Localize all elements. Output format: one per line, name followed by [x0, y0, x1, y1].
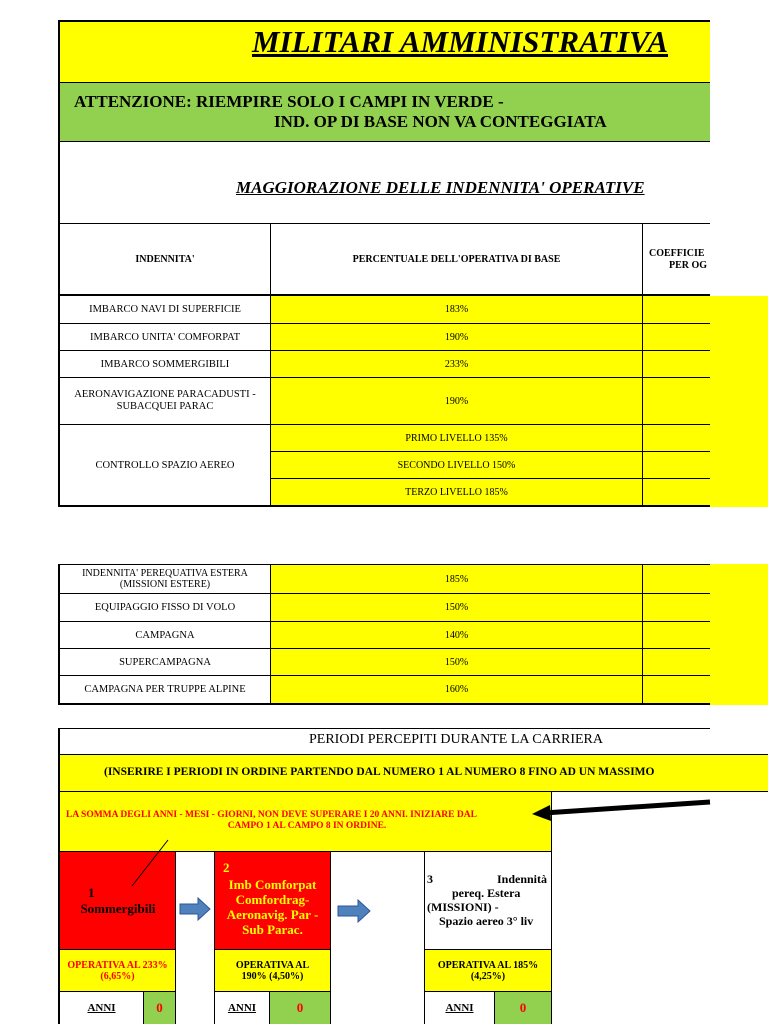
row-label: CAMPAGNA	[58, 622, 271, 649]
row-label-line2: SUBACQUEI PARAC	[116, 401, 214, 412]
instruction-banner	[58, 754, 768, 792]
anni-label-2	[214, 992, 270, 1024]
section-subtitle: MAGGIORAZIONE DELLE INDENNITA' OPERATIVE	[236, 178, 645, 197]
anni-input-3[interactable]	[495, 992, 552, 1024]
anni-label-2-text: ANNI	[227, 1002, 257, 1014]
anni-label-1-text: ANNI	[87, 1002, 116, 1014]
header-coefficiente-line2: PER OG	[669, 260, 708, 271]
arrow-right-icon	[336, 898, 372, 924]
operativa-box-1	[58, 950, 176, 992]
instruction-text: (INSERIRE I PERIODI IN ORDINE PARTENDO DAL NUMERO 1 AL NUMERO 8 FINO AD UN MASSIMO	[104, 766, 655, 778]
period-box-2-name-line3: Aeronavig. Par -	[226, 907, 319, 922]
controllo-level-1: PRIMO LIVELLO 135%	[271, 425, 643, 452]
period-box-2	[214, 852, 331, 950]
page-title: MILITARI AMMINISTRATIVA	[251, 24, 669, 59]
anni-label-3	[424, 992, 495, 1024]
header-indennita-text: INDENNITA'	[135, 253, 195, 265]
warning-line1: LA SOMMA DEGLI ANNI - MESI - GIORNI, NON DEVE SUPERARE I 20 ANNI. INIZIARE DAL	[66, 810, 477, 820]
warning-line2: CAMPO 1 AL CAMPO 8 IN ORDINE.	[227, 821, 387, 831]
anni-input-1[interactable]	[144, 992, 176, 1024]
row-label: IMBARCO SOMMERGIBILI	[58, 351, 271, 378]
operativa-box-3-line1: OPERATIVA AL 185%	[437, 959, 539, 971]
coefficiente-column[interactable]	[643, 296, 768, 507]
row-label: IMBARCO NAVI DI SUPERFICIE	[58, 296, 271, 324]
row-label-line2: (MISSIONI ESTERE)	[119, 579, 211, 590]
row-value: 233%	[271, 351, 643, 378]
row-label: CAMPAGNA PER TRUPPE ALPINE	[58, 676, 271, 705]
period-box-1-num: 1	[88, 885, 95, 900]
row-value: 185%	[271, 564, 643, 594]
controllo-level-2: SECONDO LIVELLO 150%	[271, 452, 643, 479]
period-box-3	[424, 852, 552, 950]
operativa-box-1-line2: (6,65%)	[100, 970, 135, 982]
row-value: 190%	[271, 324, 643, 351]
operativa-box-3-line2: (4,25%)	[470, 970, 506, 982]
row-value: 140%	[271, 622, 643, 649]
row-label	[58, 564, 271, 594]
operativa-box-2-line2: 190% (4,50%)	[241, 970, 304, 982]
period-box-3-name-line3: (MISSIONI) -	[427, 900, 499, 914]
header-percentuale-text: PERCENTUALE DELL'OPERATIVA DI BASE	[352, 253, 561, 265]
anni-label-3-text: ANNI	[445, 1002, 474, 1014]
row-label-line1: AERONAVIGAZIONE PARACADUSTI -	[74, 389, 256, 400]
row-value: 150%	[271, 594, 643, 622]
row-value: 150%	[271, 649, 643, 676]
anni-label-1	[58, 992, 144, 1024]
anni-input-2[interactable]	[270, 992, 331, 1024]
period-box-3-num: 3	[427, 872, 433, 886]
warning-arrow-icon	[510, 796, 768, 826]
anni-input-3-value: 0	[519, 1000, 527, 1015]
operativa-box-1-line1: OPERATIVA AL 233%	[67, 959, 168, 971]
coefficiente-column-2[interactable]	[643, 564, 768, 705]
anni-input-1-value: 0	[156, 1000, 163, 1015]
header-percentuale	[271, 224, 643, 296]
period-box-3-name-line2: pereq. Estera	[452, 886, 521, 900]
header-indennita	[58, 224, 271, 296]
row-label: EQUIPAGGIO FISSO DI VOLO	[58, 594, 271, 622]
row-label-line1: INDENNITA' PEREQUATIVA ESTERA	[82, 568, 248, 579]
period-box-2-name-line1: Imb Comforpat	[228, 877, 317, 892]
periodi-title: PERIODI PERCEPITI DURANTE LA CARRIERA	[308, 732, 603, 747]
anni-input-2-value: 0	[296, 1000, 304, 1015]
operativa-box-2-line1: OPERATIVA AL	[235, 959, 310, 971]
operativa-box-3	[424, 950, 552, 992]
operativa-box-2	[214, 950, 331, 992]
period-box-2-num: 2	[223, 860, 230, 875]
row-label: SUPERCAMPAGNA	[58, 649, 271, 676]
row-value: 190%	[271, 378, 643, 425]
row-value: 183%	[271, 296, 643, 324]
period-box-3-name-line4: Spazio aereo 3° liv	[439, 914, 534, 928]
row-label	[58, 378, 271, 425]
period-box-2-name-line2: Comfordrag-	[235, 892, 310, 907]
row-value: 160%	[271, 676, 643, 705]
period-box-3-name-line1: Indennità	[496, 872, 547, 886]
controllo-level-3: TERZO LIVELLO 185%	[271, 479, 643, 507]
row-label-controllo: CONTROLLO SPAZIO AEREO	[58, 425, 271, 507]
header-coefficiente	[643, 224, 710, 296]
period-box-2-name-line4: Sub Parac.	[242, 922, 303, 937]
notice-line2: IND. OP DI BASE NON VA CONTEGGIATA	[274, 112, 607, 131]
period-box-1-name: Sommergibili	[80, 901, 156, 916]
notice-line1: ATTENZIONE: RIEMPIRE SOLO I CAMPI IN VERDE -	[74, 92, 504, 111]
row-label: IMBARCO UNITA' COMFORPAT	[58, 324, 271, 351]
header-coefficiente-line1: COEFFICIE	[649, 248, 705, 259]
arrow-right-icon	[178, 896, 212, 922]
pointer-line-icon	[120, 838, 180, 890]
